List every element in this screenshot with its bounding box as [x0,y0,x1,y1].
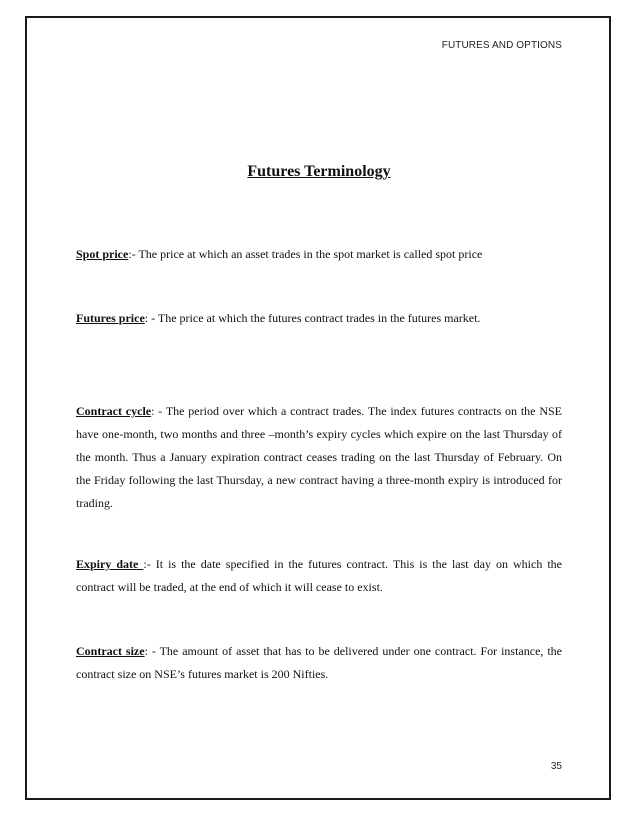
term-separator: :- [143,557,156,571]
term-separator: : - [144,311,158,325]
term-label: Contract size [76,644,145,658]
term-label: Contract cycle [76,404,152,418]
term-separator: : - [144,644,160,658]
page-number: 35 [550,761,562,772]
term-separator: :- [128,247,139,261]
definition-text: The price at which an asset trades in the spot market is called spot price [138,247,483,261]
definition-spot-price [76,243,562,266]
running-header: FUTURES AND OPTIONS [441,40,562,51]
definition-text: The amount of asset that has to be delivered under one contract. For instance, the contract size on NSE’s futures market is 200 Nifties. [76,644,562,681]
term-label: Expiry date [76,557,144,571]
definition-expiry-date [76,553,562,599]
definition-contract-size [76,640,562,686]
page-title: Futures Terminology [247,163,391,180]
definition-futures-price [76,307,562,330]
definition-text: It is the date specified in the futures contract. This is the last day on which the contract will be traded, at the end of which it will cease to exist. [76,557,562,594]
definition-text: The price at which the futures contract trades in the futures market. [157,311,481,325]
term-label: Spot price [76,247,129,261]
definition-contract-cycle [76,400,562,515]
term-separator: : - [151,404,166,418]
term-label: Futures price [76,311,145,325]
definition-text: The period over which a contract trades. The index futures contracts on the NSE have one-month, two months and three –month’s expiry cycles which expire on the last Thursday of the month. Thus a January expiration contract ceases trading on the last Thursday of February. On the Friday following the last Thursday, a new contract having a three-month expiry is introduced for trading. [76,404,562,510]
